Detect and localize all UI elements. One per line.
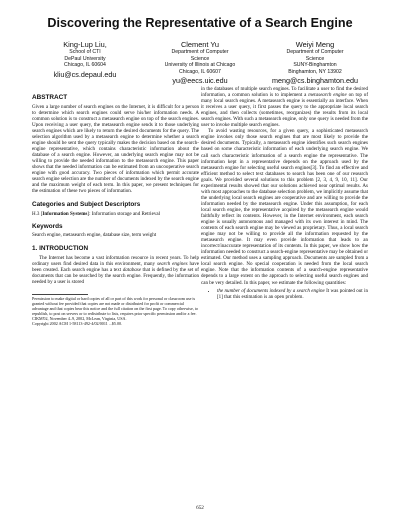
- author-block: [256, 40, 374, 85]
- author-affiliation: SUNY-Binghamton: [293, 62, 337, 69]
- categories-heading: Categories and Subject Descriptors: [32, 201, 141, 209]
- author-affiliation: DePaul University: [64, 55, 106, 62]
- footnote-divider: [32, 294, 88, 295]
- list-item: • the number of documents indexed by a search engine It was pointed out in [1] that this estimation is an open problem.: [217, 288, 368, 300]
- author-affiliation: Science: [305, 55, 325, 62]
- conference-line: CIKM'02, November 4–9, 2002, McLean, Virginia, USA.: [32, 315, 127, 321]
- copyright-line: Copyright 2002 ACM 1-58113-492-4/02/0011 ...$5.00.: [32, 320, 123, 326]
- author-block: [141, 40, 259, 85]
- right-column: [201, 86, 368, 300]
- permission-footnote: [32, 297, 199, 326]
- author-email: meng@cs.binghamton.edu: [271, 76, 358, 86]
- categories-bold: Information Systems: [42, 210, 88, 217]
- abstract-text: Given a large number of search engines on the Internet, it is difficult for a person to determine which search engines could serve his/her information needs. A common solution is to construct a metasearch engine on top of the search engines. Upon receiving a user query, the metasearch engine sends it to those underlying search engines which are likely to return the desired documents for the query. The selection algorithm used by a metasearch engine to determine whether a search engine should be sent the query typically makes the decision based on the search-engine representative, which contains characteristic information about the database of a search engine. However, an underlying search engine may not be willing to provide the needed information to the metasearch engine. This paper shows that the needed information can be estimated from an uncooperative search engine with good accuracy. Two pieces of information which permit accurate search engine selection are the number of documents indexed by the search engine and the maximum weight of each term. In this paper, we present techniques for the estimation of these two pieces of information.: [32, 103, 199, 195]
- estimation-list: [201, 288, 368, 300]
- author-name: King-Lup Liu,: [63, 40, 107, 49]
- author-affiliation: Chicago, IL 60604: [64, 62, 106, 69]
- categories-text: H.3 [Information Systems]: Information storage and Retrieval: [32, 210, 160, 217]
- author-email: yu@eecs.uic.edu: [172, 76, 228, 86]
- author-email: kliu@cs.depaul.edu: [53, 69, 117, 79]
- body-paragraph: To avoid wasting resources, for a given query, a sophisticated metasearch engine invokes only those search engines that are most likely to provide the desired documents. Typically, a metasearch engine identifies such search engines based on some characteristic information of each underlying search engine. We call such characteristic information of a search engine the representative. The information kept in a representative depends on the approach used by the metasearch engine for selecting useful search engines[3]. To find an effective and efficient method to select text databases to search has been one of our research goals. We provided several solutions to this problem [2, 3, 4, 9, 10, 11]. Our experimental results showed that our solutions achieved near optimal results. As with most approaches to the database selection problem, we implicitly assume that the underlying local search engines are cooperative and are willing to provide the information needed by the metasearch engine. Under this assumption, for each local search engine, the representative acquired by the metasearch engine would faithfully reflect its contents. However, in the Internet environment, each search engine is usually autonomous and managed with its own interest in mind. The contents of each search engine may be viewed as proprietary. Thus, a local search engine may not be willing to provide all the information requested by the metasearch engine. It may even provide information that leads to an incorrect/inaccurate representation of its contents. In this paper, we show how the information needed to construct a search-engine representative may be obtained or estimated. Our method uses a sampling approach. Documents are sampled from a local search engine. No special cooperation is needed from the local search engine. Note that the information contents of a search-engine representative depends to a large extent on the approach to selecting useful search engines and can be very detailed. In this paper, we estimate the following quantities:: [201, 128, 368, 286]
- paper-title: Discovering the Representative of a Search Engine: [47, 16, 353, 30]
- permission-text: Permission to make digital or hard copies of all or part of this work for personal or classroom use is granted without fee provided that copies are not made or distributed for profit or commercial advantage and that copies bear this notice and the full citation on the first page. To copy otherwise, to republish, to post on servers or to redistribute to lists, requires prior specific permission and/or a fee.: [32, 296, 199, 316]
- author-affiliation: Binghamton, NY 13902: [288, 68, 342, 75]
- author-affiliation: Chicago, IL 60607: [179, 68, 221, 75]
- author-affiliation: School of CTI: [69, 49, 101, 55]
- author-affiliation: Department of Computer: [286, 49, 344, 55]
- keywords-heading: Keywords: [32, 222, 63, 230]
- abstract-heading: ABSTRACT: [32, 94, 68, 101]
- page-number: 652: [196, 505, 204, 511]
- author-affiliation: University of Illinois at Chicago: [164, 62, 236, 69]
- introduction-heading: 1. INTRODUCTION: [32, 245, 89, 253]
- left-column: [32, 94, 199, 326]
- introduction-text: The Internet has become a vast information resource in recent years. To help ordinary users find desired data in this environment, many search engines have been created. Each search engine has a text database that is defined by the set of documents that can be searched by the search engine. Frequently, the information needed by a user is stored: [32, 254, 199, 285]
- author-name: Clement Yu: [180, 40, 220, 49]
- author-affiliation: Department of Computer: [171, 49, 229, 55]
- author-name: Weiyi Meng: [295, 40, 335, 49]
- keywords-text: Search engine, metasearch engine, database size, term weight: [32, 232, 157, 239]
- body-paragraph: in the databases of multiple search engines. To facilitate a user to find the desired information, a common solution is to implement a metasearch engine on top of many local search engines. A metasearch engine is essentially an interface. When it receives a user query, it first passes the query to the appropriate local search engines, and then collects (sometimes, reorganizes) the results from its local search engines. With such a metasearch engine, only one query is needed from the user to invoke multiple search engines.: [201, 86, 368, 129]
- author-block: [26, 40, 144, 79]
- author-affiliation: Science: [190, 55, 210, 62]
